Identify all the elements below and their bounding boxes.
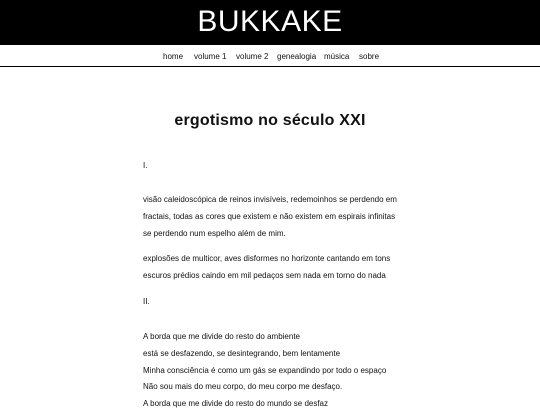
poem-line: II. — [143, 297, 150, 306]
site-title[interactable]: BUKKAKE — [197, 5, 343, 38]
nav-volume-1[interactable]: volume 1 — [194, 52, 227, 61]
poem-line: Não sou mais do meu corpo, do meu corpo me desfaço. — [143, 382, 343, 391]
poem-line: fractais, todas as cores que existem e não existem em espirais infinitas — [143, 212, 396, 221]
poem-line: está se desfazendo, se desintegrando, bem lentamente — [143, 349, 341, 358]
poem-line: se perdendo num espelho além de mim. — [143, 229, 286, 238]
nav-genealogia[interactable]: genealogia — [277, 52, 317, 61]
nav-divider — [0, 66, 540, 67]
main-nav — [0, 45, 540, 68]
poem-line: Minha consciência é como um gás se expandindo por todo o espaço — [143, 366, 387, 375]
nav-sobre[interactable]: sobre — [359, 52, 380, 61]
nav-volume-2[interactable]: volume 2 — [236, 52, 269, 61]
poem-line: visão caleidoscópica de reinos invisíveis, redemoinhos se perdendo em — [143, 195, 397, 204]
post-title: ergotismo no século XXI — [174, 112, 366, 129]
poem-line: I. — [143, 161, 148, 170]
poem-line: A borda que me divide do resto do ambiente — [143, 332, 300, 341]
nav-home[interactable]: home — [163, 52, 184, 61]
poem-line: A borda que me divide do resto do mundo se desfaz — [143, 399, 329, 408]
nav-musica[interactable]: música — [324, 52, 350, 61]
site-header — [0, 0, 540, 45]
poem-line: explosões de multicor, aves disformes no horizonte cantando em tons — [143, 254, 391, 263]
poem-line: escuros prédios caindo em mil pedaços sem nada em torno do nada — [143, 271, 386, 280]
